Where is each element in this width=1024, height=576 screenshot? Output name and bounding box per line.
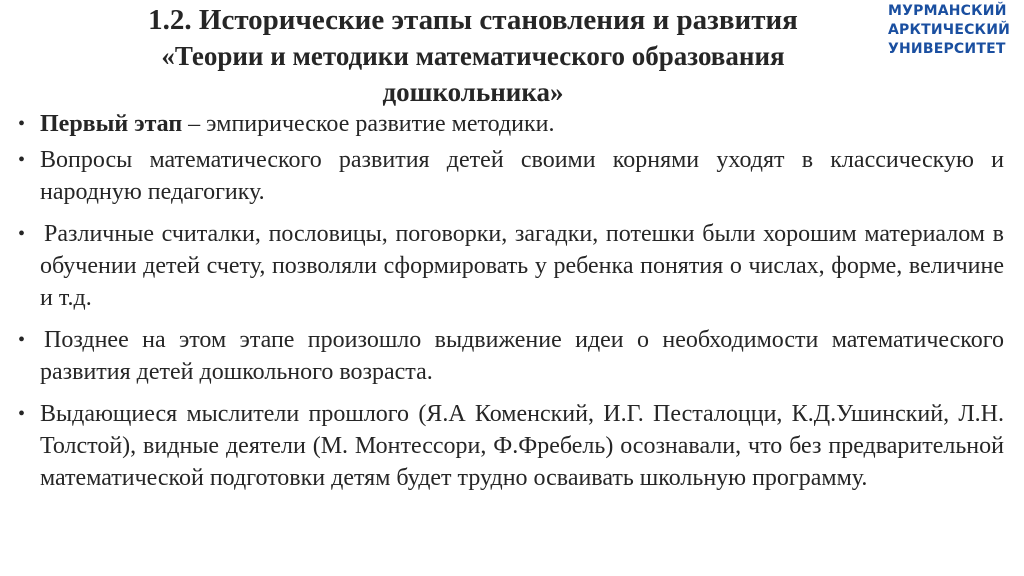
bullet-dot-icon: • (18, 149, 26, 171)
bullet-item-roots (18, 144, 1004, 208)
university-logo (888, 2, 1020, 59)
logo-line-1: МУРМАНСКИЙ (888, 3, 1007, 19)
slide-title-line-1: 1.2. Исторические этапы становления и развития (148, 4, 798, 36)
logo-line-2: АРКТИЧЕСКИЙ (888, 22, 1011, 38)
slide-title-line-2: «Теории и методики математического образования (161, 41, 785, 71)
bullet-dot-icon: • (18, 329, 26, 351)
bullet-text: – эмпирическое развитие методики. (182, 111, 555, 137)
bullet-item-thinkers (18, 398, 1004, 494)
bullet-text: Различные считалки, пословицы, поговорки, загадки, потешки были хорошим материалом в обучении детей счету, позволяли сформировать у ребенка понятия о числах, форме, величине и т.д. (40, 221, 1004, 311)
bullet-bold-term: Первый этап (40, 111, 183, 137)
bullet-dot-icon: • (18, 403, 26, 425)
bullet-item-folklore (18, 218, 1004, 314)
bullet-text: Позднее на этом этапе произошло выдвижение идеи о необходимости математического развития детей дошкольного возраста. (40, 327, 1004, 385)
bullet-item-later-idea (18, 324, 1004, 388)
bullet-text: Выдающиеся мыслители прошлого (Я.А Коменский, И.Г. Песталоцци, К.Д.Ушинский, Л.Н. Толстой), видные деятели (М. Монтессори, Ф.Фребель) осознавали, что без предварительной математической подготовки детям будет трудно осваивать школьную программу. (40, 401, 1004, 491)
slide-title-line-3: дошкольника» (382, 77, 564, 107)
logo-line-3: УНИВЕРСИТЕТ (888, 41, 1006, 57)
bullet-item-first-stage (18, 108, 1004, 140)
bullet-list (18, 108, 1004, 504)
bullet-text: Вопросы математического развития детей своими корнями уходят в классическую и народную педагогику. (40, 147, 1004, 205)
bullet-dot-icon: • (18, 113, 26, 135)
bullet-dot-icon: • (18, 223, 26, 245)
slide-title (50, 2, 896, 110)
